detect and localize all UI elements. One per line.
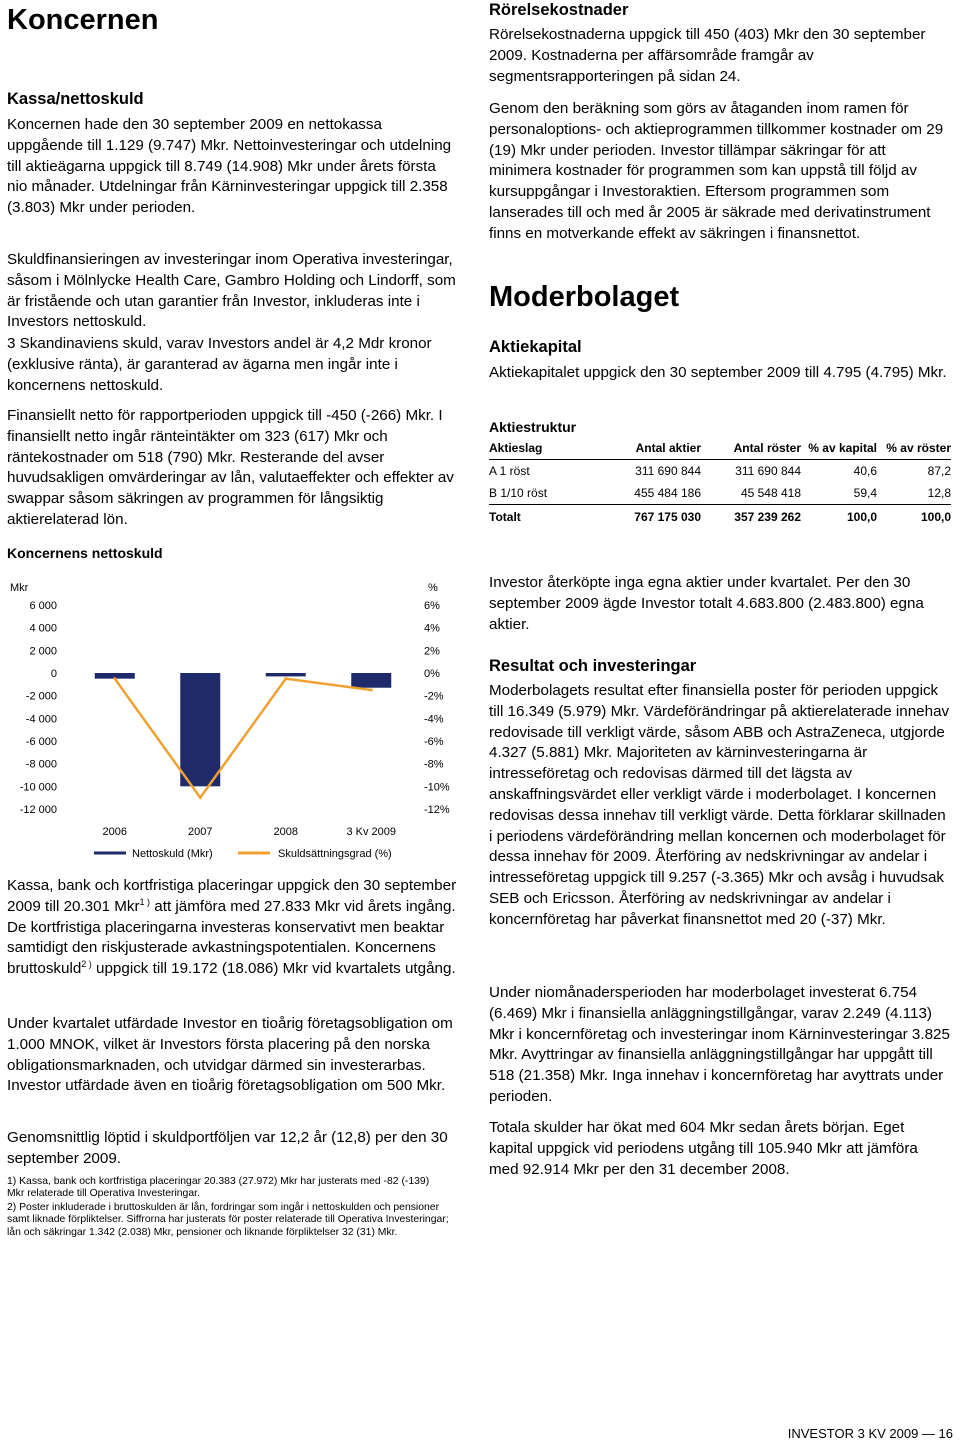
y-tick-left-label: 4 000	[29, 622, 57, 635]
table-header-cell: Aktieslag	[489, 440, 601, 460]
y-tick-right-label: -8%	[424, 758, 444, 771]
table-cell: 100,0	[801, 505, 877, 530]
cash-heading: Kassa/nettoskuld	[7, 90, 144, 108]
parent-company-heading: Moderbolaget	[489, 281, 680, 313]
cash-paragraph: Koncernen hade den 30 september 2009 en nettokassa uppgående till 1.129 (9.747) Mkr. Nettoinvesteringar och utdelning till aktieägarna uppgick till 8.749 (14.908) Mkr under årets första nio månader. Utdelningar från Kärninvesteringar uppgick till 2.358 (3.803) Mkr under perioden.	[7, 116, 452, 217]
table-row	[489, 460, 951, 483]
maturity-paragraph: Genomsnittlig löptid i skuldportföljen var 12,2 år (12,8) per den 30 september 2009.	[7, 1129, 448, 1167]
results-paragraph-1: Moderbolagets resultat efter finansiella poster för perioden uppgick till 16.349 (5.979) Mkr. Värdeförändringar på aktierelaterade innehav redovisade till verkligt värde, såsom ABB och AstraZeneca, utgjorde 4.327 (5.881) Mkr. Majoriteten av kärninvesteringarna är intresseföretag och redovisas därmed till det lägsta av anskaffningsvärdet eller verkligt värde i moderbolaget. I koncernen redovisas dessa innehav till verkligt värde. Detta förklarar skillnaden i periodens värdeförändring mellan koncernen och moderbolaget för dessa innehav för 2009. Återföring av nedskrivningar av andelar i intresseföretag uppgick till 9.257 (-3.365) Mkr och avsåg i huvudsak SEB och Ericsson. Återföring av nedskrivningar av andelar i koncernföretag har påverkat finansnettot med 20 (-37) Mkr.	[489, 682, 950, 928]
legend-label-net-debt: Nettoskuld (Mkr)	[132, 848, 213, 860]
chart-line	[115, 679, 372, 798]
page-footer: INVESTOR 3 KV 2009 — 16	[787, 1426, 953, 1441]
table-cell: B 1/10 röst	[489, 486, 548, 500]
y-tick-right-label: 0%	[424, 668, 440, 680]
financial-net-paragraph: Finansiellt netto för rapportperioden uppgick till -450 (-266) Mkr. I finansiellt netto ingår ränteintäkter om 323 (617) Mkr och räntekostnader om 518 (790) Mkr. Resterande del avser huvudsakligen omvärderingar av lån, valutaeffekter och effekter av swappar såsom säkringen av programmen för långsiktig aktierelaterad lön.	[7, 407, 454, 528]
y-tick-left-label: -6 000	[25, 736, 57, 748]
footnote-1: 1) Kassa, bank och kortfristiga placeringar 20.383 (27.972) Mkr har justerats med -82 (-139) Mkr relaterade till Operativa Investeringar.	[7, 1176, 430, 1200]
table-header-cell: Antal aktier	[601, 440, 701, 460]
x-tick-label: 2007	[188, 826, 213, 838]
footnote-2: 2) Poster inkluderade i bruttoskulden är lån, fordringar som ingår i nettoskulden och pensioner samt liknade förpliktelser. Siffrorna har justerats för poster relaterade till Operativa Investeringar; lån och säkringar 1.342 (2.038) Mkr, pensioner och liknande förpliktelser 32 (31) Mkr.	[7, 1202, 449, 1238]
table-cell: 767 175 030	[601, 505, 701, 530]
y-tick-right-label: 2%	[424, 645, 440, 658]
results-paragraph-3: Totala skulder har ökat med 604 Mkr sedan årets början. Eget kapital uppgick vid periodens utgång till 105.940 Mkr att jämföra med 92.914 Mkr per den 31 december 2008.	[489, 1119, 918, 1178]
table-cell: Totalt	[489, 505, 601, 530]
x-tick-label: 3 Kv 2009	[346, 826, 397, 838]
chart-title: Koncernens nettoskuld	[7, 545, 163, 561]
chart-bar	[180, 673, 220, 786]
x-tick-label: 2006	[102, 826, 127, 838]
debt-financing-paragraph: Skuldfinansieringen av investeringar inom Operativa investeringar, såsom i Mölnlycke Health Care, Gambro Holding och Lindorff, som är fristående och utan garantier från Investor, inkluderas inte i Investors nettoskuld.	[7, 251, 456, 331]
chart-line-point	[284, 677, 287, 680]
y-tick-right-label: -4%	[424, 713, 444, 726]
bond-paragraph: Under kvartalet utfärdade Investor en tioårig företagsobligation om 1.000 MNOK, vilket är Investors första placering på den norska obligationsmarknaden, och utvidgar därmed sin investerarbas. Investor utfärdade även en tioårig företagsobligation om 500 Mkr.	[7, 1015, 453, 1095]
net-debt-chart	[0, 577, 460, 862]
table-cell: 357 239 262	[701, 505, 801, 530]
y-tick-right-label: -12%	[424, 804, 450, 816]
table-cell: 12,8	[927, 486, 951, 500]
table-cell: 455 484 186	[634, 486, 701, 500]
cash-bank-paragraph	[7, 876, 457, 980]
y-tick-left-label: 0	[50, 668, 57, 680]
table-header-cell: % av röster	[877, 440, 951, 460]
footnote-ref-2: 2 )	[81, 959, 92, 970]
table-row	[489, 482, 951, 505]
legend-label-gearing: Skuldsättningsgrad (%)	[278, 848, 392, 860]
table-cell: A 1 röst	[489, 464, 530, 478]
operating-costs-paragraph-2: Genom den beräkning som görs av åtaganden inom ramen för personaloptions- och aktieprogrammen tillkommer kostnader om 29 (19) Mkr under perioden. Investor tillämpar säkringar för att minimera kostnader för programmen som kan uppstå till följd av kursuppgångar i Investoraktien. Eftersom programmen som lanserades till och med år 2005 är säkrade med derivatinstrument finns en motverkande effekt av säkringen i finansnettot.	[489, 100, 944, 242]
operating-costs-heading: Rörelsekostnader	[489, 1, 629, 19]
share-structure-table	[489, 440, 951, 529]
table-cell: 40,6	[853, 464, 877, 478]
chart-bar	[351, 673, 391, 688]
y-tick-left-label: -12 000	[19, 804, 57, 816]
section-heading-koncernen: Koncernen	[7, 4, 159, 36]
table-cell: 311 690 844	[735, 464, 801, 478]
operating-costs-paragraph-1: Rörelsekostnaderna uppgick till 450 (403) Mkr den 30 september 2009. Kostnaderna per affärsområde framgår av segmentsrapporteringen på sidan 24.	[489, 26, 926, 85]
chart-line-point	[370, 689, 373, 692]
y-tick-right-label: 6%	[424, 600, 440, 612]
y-tick-right-label: 4%	[424, 622, 440, 635]
chart-line-point	[199, 796, 202, 799]
chart-bar	[266, 673, 306, 676]
buyback-paragraph: Investor återköpte inga egna aktier under kvartalet. Per den 30 september 2009 ägde Investor totalt 4.683.800 (2.483.800) egna aktier.	[489, 574, 924, 633]
y-tick-left-label: -8 000	[25, 758, 57, 771]
y-tick-right-label: -10%	[424, 781, 450, 794]
net-debt-chart-svg	[0, 577, 460, 862]
share-capital-paragraph: Aktiekapitalet uppgick den 30 september 2009 till 4.795 (4.795) Mkr.	[489, 364, 947, 381]
share-capital-heading: Aktiekapital	[489, 338, 582, 356]
table-header-row	[489, 440, 951, 460]
table-cell: 100,0	[877, 505, 951, 530]
share-structure-table-wrap	[489, 440, 951, 529]
y-axis-left-label: Mkr	[10, 582, 29, 594]
table-header-cell: Antal röster	[701, 440, 801, 460]
y-tick-left-label: 2 000	[29, 645, 57, 658]
y-tick-right-label: -2%	[424, 690, 444, 703]
footnote-ref-1: 1 )	[139, 896, 151, 907]
table-total-row	[489, 505, 951, 530]
table-cell: 311 690 844	[635, 464, 701, 478]
three-scandinavia-paragraph: 3 Skandinaviens skuld, varav Investors andel är 4,2 Mdr kronor (exklusive ränta), är garanterad av ägarna men ingår inte i koncernens nettoskuld.	[7, 335, 432, 394]
x-tick-label: 2008	[273, 826, 298, 838]
table-cell: 87,2	[927, 464, 951, 478]
chart-line-point	[113, 677, 116, 680]
y-tick-left-label: -2 000	[25, 690, 57, 703]
cash-bank-text-b: att jämföra med 27.833 Mkr vid årets ingång. De kortfristiga placeringarna investeras konservativt men beaktar samtidigt den riskjusterade avkastningspotentialen. Koncernens bruttoskuld	[7, 897, 456, 978]
results-heading: Resultat och investeringar	[489, 657, 697, 675]
table-cell: 59,4	[853, 486, 877, 500]
table-cell: 45 548 418	[740, 486, 801, 500]
cash-bank-text-a: Kassa, bank och kortfristiga placeringar uppgick den 30 september 2009 till 20.301 Mkr	[7, 877, 457, 915]
y-tick-left-label: -10 000	[19, 781, 57, 794]
y-tick-right-label: -6%	[424, 736, 444, 748]
share-structure-heading: Aktiestruktur	[489, 419, 577, 435]
table-header-cell: % av kapital	[801, 440, 877, 460]
y-tick-left-label: -4 000	[25, 713, 57, 726]
y-tick-left-label: 6 000	[29, 600, 57, 612]
results-paragraph-2: Under niomånadersperioden har moderbolaget investerat 6.754 (6.469) Mkr i finansiella anläggningstillgångar, varav 2.249 (4.113) Mkr i koncernföretag och investeringar inom Kärninvesteringar 3.825 Mkr. Avyttringar av finansiella anläggningstillgångar har uppgått till 518 (21.358) Mkr. Inga innehav i koncernföretag har avyttrats under perioden.	[489, 984, 950, 1105]
cash-bank-text-c: uppgick till 19.172 (18.086) Mkr vid kvartalets utgång.	[91, 960, 456, 978]
y-axis-right-label: %	[428, 582, 438, 594]
